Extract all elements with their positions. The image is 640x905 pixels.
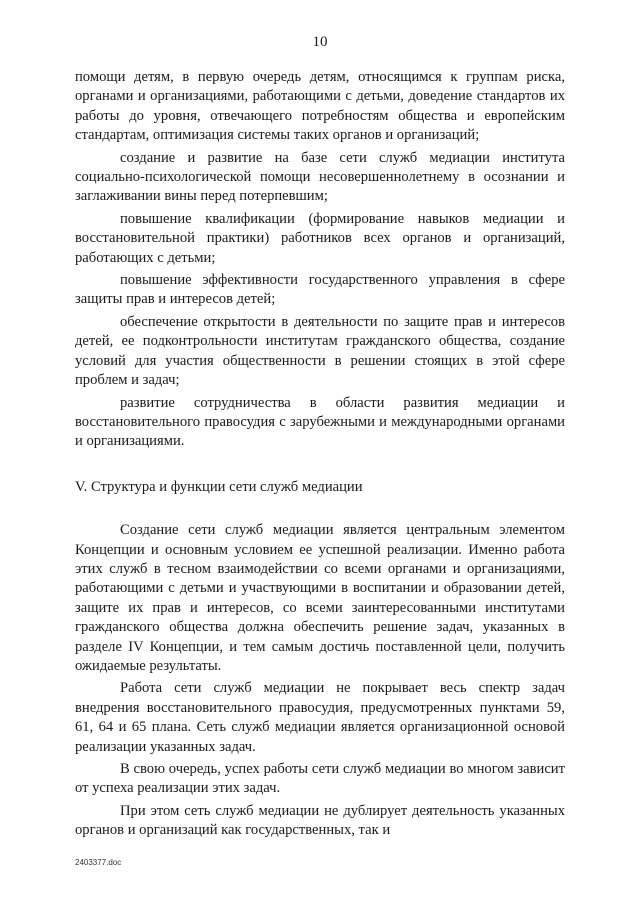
paragraph: Работа сети служб медиации не покрывает весь спектр задач внедрения восстановительного правосудия, предусмотренных пунктами 59, 61, 64 и 65 плана. Сеть служб медиации является организационной основой реализации указанных задач. <box>75 680 565 755</box>
paragraph: повышение квалификации (формирование навыков медиации и восстановительной практики) работников всех органов и организаций, работающих с детьми; <box>75 210 565 266</box>
paragraph: создание и развитие на базе сети служб медиации института социально-психологической помощи несовершеннолетнему в осознании и заглаживании вины перед потерпевшим; <box>75 149 565 205</box>
footer-filename: 2403377.doc <box>75 858 122 867</box>
paragraph: При этом сеть служб медиации не дублирует деятельность указанных органов и организаций как государственных, так и <box>75 802 565 839</box>
section-heading: V. Структура и функции сети служб медиации <box>75 478 363 495</box>
document-body <box>75 68 565 841</box>
paragraph: развитие сотрудничества в области развития медиации и восстановительного правосудия с зарубежными и международными органами и организациями. <box>75 394 565 450</box>
page-number: 10 <box>312 34 328 50</box>
paragraph: повышение эффективности государственного управления в сфере защиты прав и интересов детей; <box>75 272 565 308</box>
paragraph: В свою очередь, успех работы сети служб медиации во многом зависит от успеха реализации этих задач. <box>75 761 565 797</box>
paragraph: Создание сети служб медиации является центральным элементом Концепции и основным условием ее успешной реализации. Именно работа этих служб в тесном взаимодействии со всеми органами и организациями, работающими с детьми и участвующими в воспитании и образовании детей, защите их прав и интересов, со всеми заинтересованными институтами гражданского общества должна обеспечить решение задач, указанных в разделе IV Концепции, и тем самым достичь поставленной цели, получить ожидаемые результаты. <box>75 522 565 674</box>
paragraph: обеспечение открытости в деятельности по защите прав и интересов детей, ее подконтрольности институтам гражданского общества, создание условий для участия общественности в решении стоящих в этой сфере проблем и задач; <box>75 313 565 389</box>
paragraph: помощи детям, в первую очередь детям, относящимся к группам риска, органами и организациями, работающими с детьми, доведение стандартов их работы до уровня, отвечающего потребностям общества и европейским стандартам, оптимизация системы таких органов и организаций; <box>75 69 565 144</box>
